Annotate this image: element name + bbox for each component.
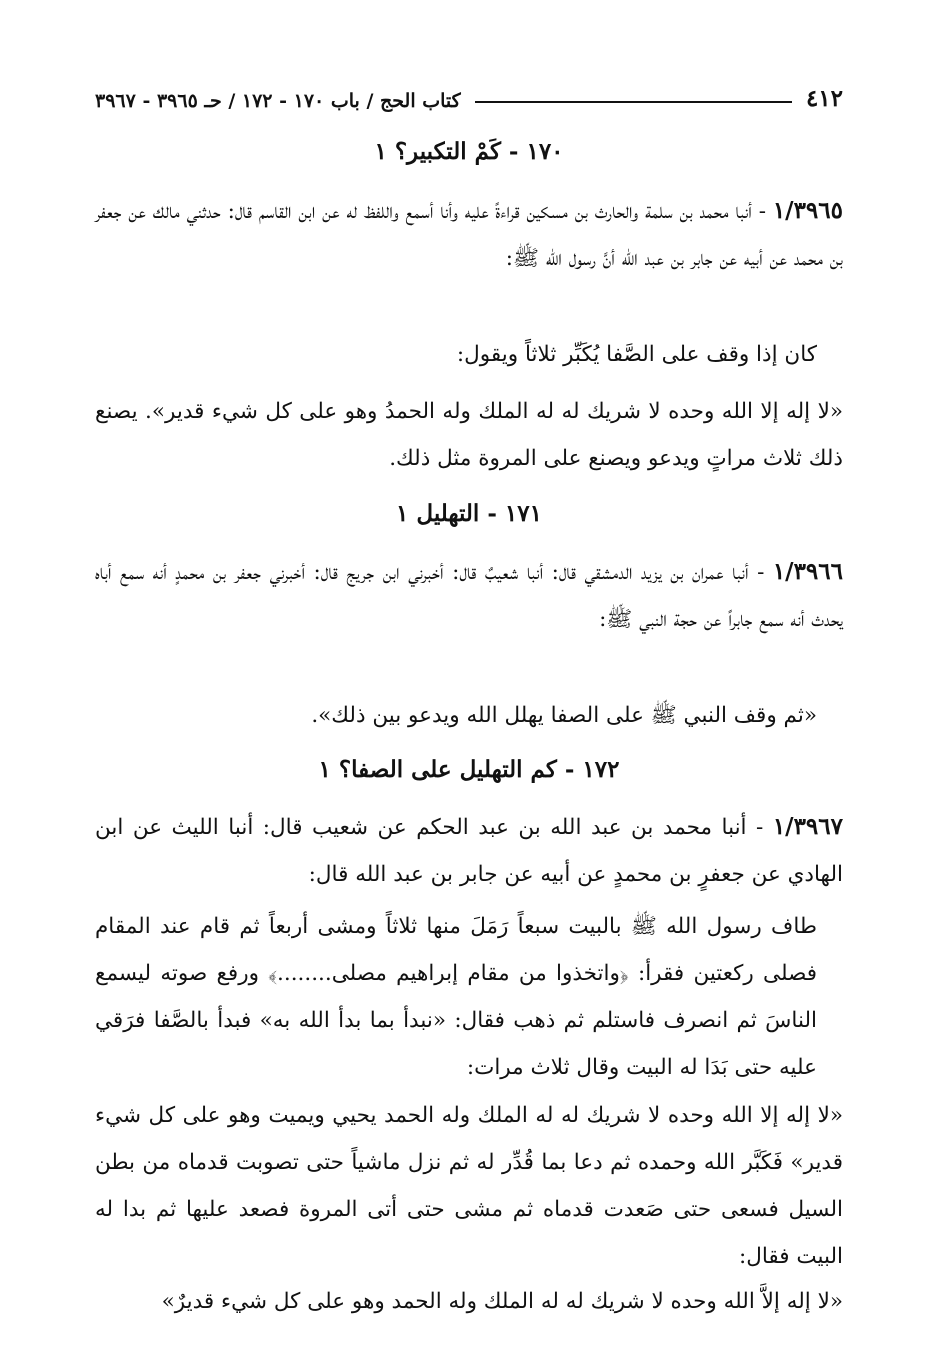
hadith-3967-text-1: طاف رسول الله ﷺ بالبيت سبعاً رَمَلَ منها ثلاثاً ومشى أربعاً ثم قام عند المقام فصلى ركعتين فقرأ: ﴿واتخذوا من مقام إبراهيم مصلى........﴾ ورفع صوته ليسمع الناسَ ثم انصرف فاستلم ثم ذهب فقال: «نبدأ بما بدأ الله به» فبدأ بالصَّفا فرَقي عليه حتى بَدَا له البيت وقال ثلاث مرات: [95, 914, 817, 1080]
hadith-3967-text-3: «لا إله إلاَّ الله وحده لا شريك له له الملك وله الحمد وهو على كل شيء قديرٌ» [161, 1289, 843, 1314]
isnad-text: - أنبا محمد بن سلمة والحارث بن مسكين قراءةً عليه وأنا أسمع واللفظ له عن ابن القاسم قال: حدثني مالك عن جعفر بن محمد عن أبيه عن جابر بن عبد الله أنَّ رسول الله ﷺ: [95, 199, 843, 271]
hadith-3965-text-1: كان إذا وقف على الصَّفا يُكَبِّر ثلاثاً ويقول: [456, 342, 817, 367]
header-rule [475, 101, 792, 103]
section-heading-172: ١٧٢ - كم التهليل على الصفا؟ ١ [318, 756, 620, 783]
running-title: كتاب الحج / باب ١٧٠ - ١٧٢ / حـ ٣٩٦٥ - ٣٩٦٧ [95, 90, 461, 112]
hadith-3967-isnad [95, 803, 843, 898]
isnad-text: - أنبا محمد بن عبد الله بن عبد الحكم عن شعيب قال: أنبا الليث عن ابن الهادي عن جعفرٍ بن محمدٍ عن أبيه عن جابر بن عبد الله قال: [95, 815, 843, 887]
hadith-3966-isnad [95, 548, 843, 643]
hadith-3965-isnad [95, 187, 843, 282]
isnad-text: - أنبا عمران بن يزيد الدمشقي قال: أنبا شعيبٌ قال: أخبرني ابن جريج قال: أخبرني جعفر بن محمدٍ أنه سمع أباه يحدث أنه سمع جابراً عن حجة النبي ﷺ: [95, 560, 843, 632]
hadith-number: ١/٣٩٦٧ [772, 813, 843, 840]
hadith-number: ١/٣٩٦٦ [772, 558, 843, 585]
hadith-3967-text-2: «لا إله إلا الله وحده لا شريك له له الملك وله الحمد يحيي ويميت وهو على كل شيء قدير» فَكَبَّر الله وحمده ثم دعا بما قُدِّر له ثم نزل ماشياً حتى تصوبت قدماه من بطن السيل فسعى حتى صَعدت قدماه ثم مشى حتى أتى المروة فصعد عليها ثم بدا له البيت فقال: [95, 1103, 843, 1269]
page-header [95, 78, 843, 112]
section-heading-171: ١٧١ - التهليل ١ [396, 500, 542, 527]
hadith-number: ١/٣٩٦٥ [772, 197, 843, 224]
hadith-3966-text-1: «ثم وقف النبي ﷺ على الصفا يهلل الله ويدعو بين ذلك». [311, 703, 817, 728]
hadith-3965-text-2: «لا إله إلا الله وحده لا شريك له له الملك وله الحمدُ وهو على كل شيء قدير». يصنع ذلك ثلاث مراتٍ ويدعو ويصنع على المروة مثل ذلك. [95, 399, 843, 471]
section-heading-170: ١٧٠ - كَمْ التكبير؟ ١ [374, 138, 564, 165]
page-number: ٤١٢ [805, 85, 843, 112]
